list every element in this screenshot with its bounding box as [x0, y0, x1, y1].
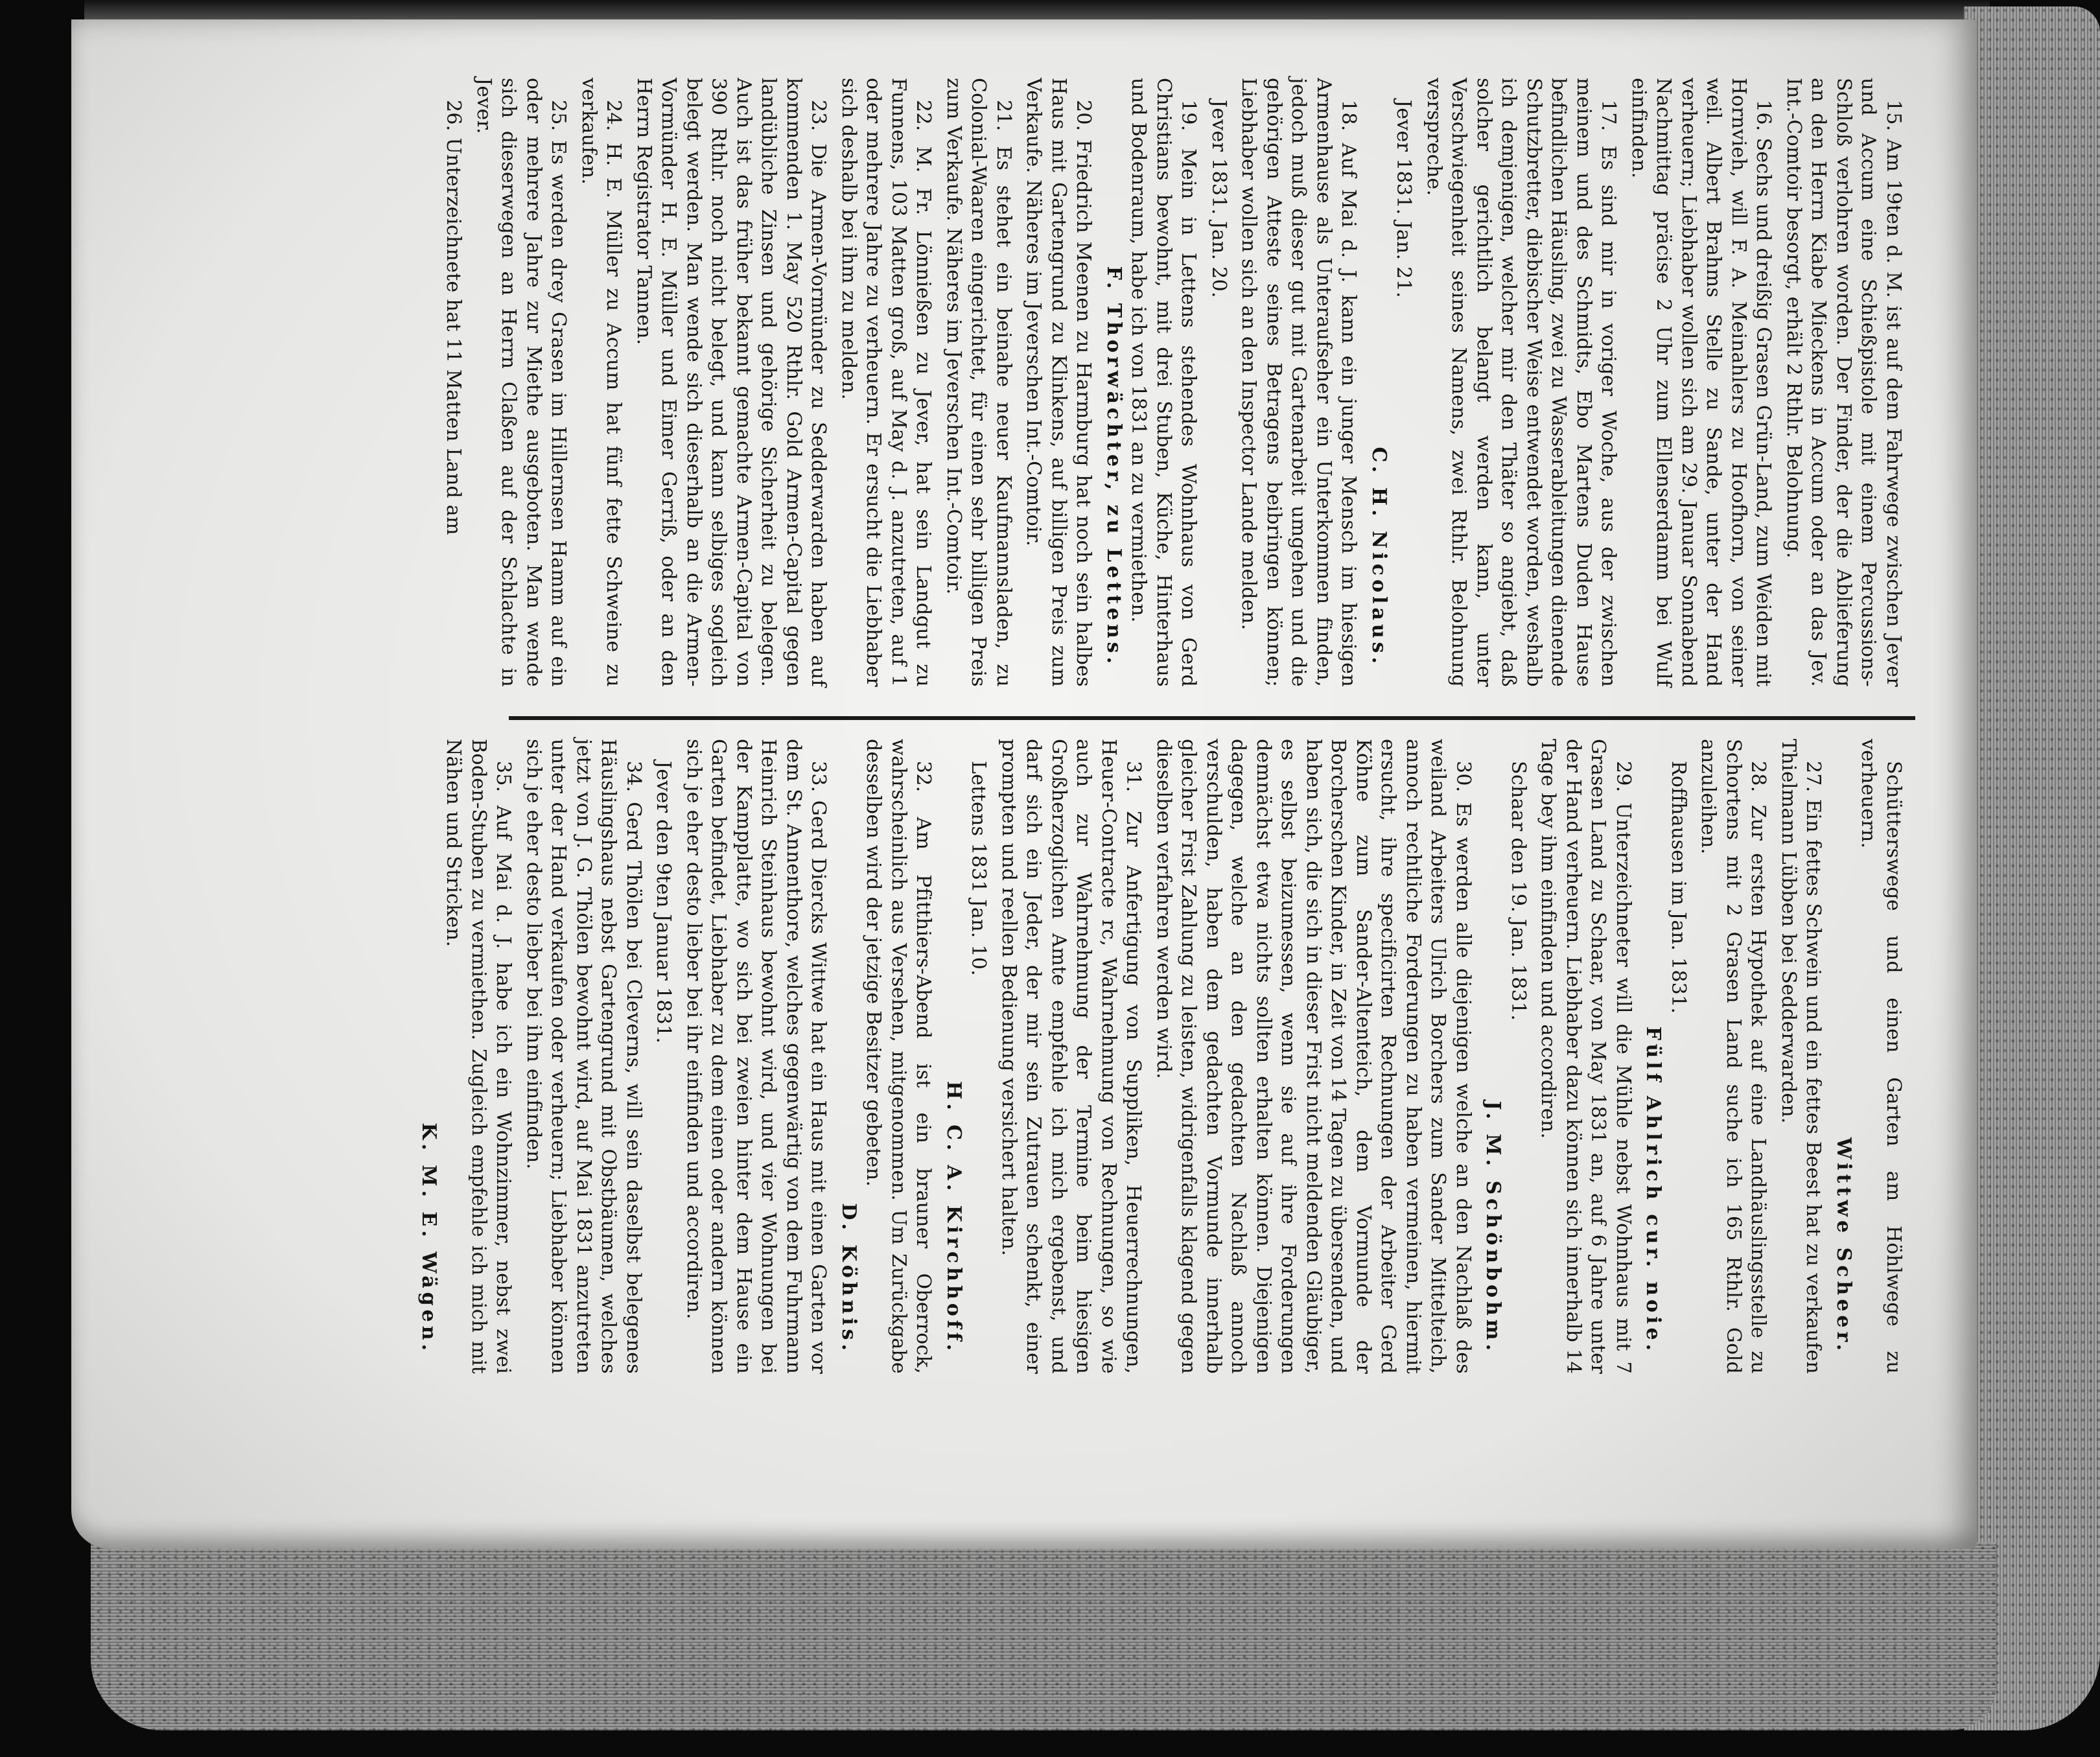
advertisement-text: 22. M. Fr. Lönnießen zu Jever, hat sein Landgut zu Funnens, 103 Matten groß, auf May d. J. anzutreten, auf 1 oder mehrere Jahre zu verheuern. Er ersucht die Liebhaber sich deshalb bei ihm zu melden.	[837, 78, 935, 687]
advertisement-text: 18. Auf Mai d. J. kann ein junger Mensch im hiesigen Armenhause als Unteraufseher ein Unterkommen finden, jedoch muß dieser gut mit Gartenarbeit umgehen und die gehörigen Atteste seines Betragens beibringen können; Liebhaber wollen sich an den Inspector Lande melden.	[1237, 78, 1360, 687]
advertisement-text: 26. Unterzeichnete hat 11 Matten Land am	[442, 100, 465, 535]
advertisement-signature: K. M. E. Wägen.	[417, 1123, 440, 1355]
advertisement-text: 33. Gerd Diercks Wittwe hat ein Haus mit einen Garten vor dem St. Annenthore, welches gegenwärtig von dem Fuhrmann Heinrich Steinhaus bewohnt wird, und vier Wohnungen bei der Kampplatte, wo sich bei zweien hinter dem Hause ein Garten befindet, Liebhaber zu dem einen oder andern können sich je eher desto lieber bei ihr einfinden und accordiren.	[682, 739, 830, 1374]
page-block-bottom-edge	[91, 1542, 1996, 1730]
advertisement	[941, 739, 991, 1374]
advertisement-signature: J. M. Schönbohm.	[1482, 1100, 1505, 1355]
advertisement-text: Lettens 1831 Jan. 10.	[967, 761, 990, 976]
advertisement-signature: F. Thorwächter, zu Lettens.	[1102, 266, 1125, 668]
advertisement	[1101, 78, 1201, 687]
advertisement-text: 31. Zur Anfertigung von Suppliken, Heuerrechnungen, Heuer-Contracte rc, Wahrnehmung von Rechnungen, so wie auch zur Wahrnehmung der Termine beim hiesigen Großherzoglichen Amte empfehle ich mich ergebenst, und darf sich ein Jeder, der mir sein Zutrauen schenkt, einer prompten und reellen Bedienung versichert halten.	[998, 739, 1145, 1374]
right-column	[411, 739, 1906, 1374]
advertisement	[1151, 739, 1476, 1374]
advertisement-signature: H. C. A. Kirchhoff.	[942, 1081, 965, 1355]
advertisement	[1206, 78, 1231, 687]
advertisement	[576, 78, 626, 687]
advertisement	[521, 739, 646, 1374]
advertisement-signature: C. H. Nicolaus.	[1368, 447, 1390, 668]
advertisement-text: Jever 1831. Jan. 21.	[1392, 100, 1416, 298]
advertisement	[1480, 739, 1530, 1374]
advertisement	[631, 78, 831, 687]
advertisement	[1640, 739, 1690, 1374]
advertisement-signature: D. Köhnis.	[837, 1203, 860, 1355]
advertisement	[1696, 739, 1771, 1374]
advertisement-text: 29. Unterzeichneter will die Mühle nebst Wohnhaus mit 7 Grasen Land zu Schaar, von May 1831 an, auf 6 Jahre unter der Hand verheuern. Liebhaber dazu können sich innerhalb 14 Tage bey ihm einfinden und accordiren.	[1537, 739, 1635, 1374]
advertisement-signature: Wittwe Scheer.	[1832, 1137, 1855, 1355]
advertisement	[1421, 78, 1621, 687]
advertisement-text: 28. Zur ersten Hypothek auf eine Landhäuslingsstelle zu Schortens mit 2 Grasen Land suche ich 165 Rthlr. Gold anzuleihen.	[1697, 739, 1770, 1374]
advertisement	[1021, 78, 1096, 687]
advertisement-text: 15. Am 19ten d. M. ist auf dem Fahrwege zwischen Jever und Accum eine Schießpistole mit einem Percussions-Schloß verlohren worden. Der Finder, der die Ablieferung an den Herrn Kiabe Mieckens in Accum oder an das Jev. Int.-Comtoir besorgt, erhält 2 Rthlr. Belohnung.	[1782, 78, 1905, 687]
advertisement-signature: Fülf Ahlrich cur. noie.	[1642, 1026, 1665, 1355]
advertisement	[996, 739, 1146, 1374]
advertisement-text: 24. H. E. Müller zu Accum hat fünf fette Schweine zu verkaufen.	[578, 78, 625, 687]
advertisement	[1776, 739, 1826, 1374]
advertisement-text: 21. Es stehet ein beinahe neuer Kaufmannsladen, zu Colonial-Waaren eingerichtet, für einen sehr billigen Preis zum Verkaufe. Näheres im Jeverschen Int.-Comtoir.	[942, 78, 1015, 687]
advertisement-text: Roffhausen im Jan. 1831.	[1667, 761, 1690, 1014]
advertisement	[416, 739, 516, 1374]
advertisement-text: 35. Auf Mai d. J. habe ich ein Wohnzimmer, nebst zwei Boden-Stuben zu vermiethen. Zugleich empfehle ich mich mit Nähen und Stricken.	[442, 739, 515, 1374]
advertisement	[441, 78, 466, 687]
column-rule	[509, 716, 1915, 720]
advertisement	[1236, 78, 1361, 687]
rotated-page-content	[71, 19, 1977, 1549]
advertisement	[1781, 78, 1906, 687]
advertisement-text: 30. Es werden alle diejenigen welche an den Nachlaß des weiland Arbeiters Ulrich Borchers zum Sander Mittelteich, annoch rechtliche Forderungen zu haben vermeinen, hiermit ersucht, ihre specificirten Rechnungen der Arbeiter Gerd Köhne zum Sander-Altenteich, dem Vormunde der Borcherschen Kinder, in Zeit von 14 Tagen zu übersenden, und haben sich, die sich in dieser Frist nicht meldenden Gläubiger, es selbst beizumessen, wenn sie auf ihre Forderungen demnächst etwa nichts sollten erhalten können. Diejenigen dagegen, welche an den gedachten Nachlaß annoch verschulden, haben dem gedachten Vormunde innerhalb gleicher Frist Zahlung zu leisten, widrigenfalls klagend gegen dieselben verfahren werden wird.	[1152, 739, 1475, 1374]
advertisement-text: 20. Friedrich Meenen zu Harmburg hat noch sein halbes Haus mit Gartengrund zu Klinkens, auf billigen Preis zum Verkaufe. Näheres im Jeverschen Int.-Comtoir.	[1022, 78, 1095, 687]
advertisement-text: Schütterswege und einen Garten am Höhlwege zu verheuern.	[1857, 739, 1905, 1374]
advertisement	[651, 739, 676, 1374]
advertisement	[1535, 739, 1635, 1374]
advertisement-text: 16. Sechs und dreißig Grasen Grün-Land, zum Weiden mit Hornvieh, will F. A. Meinahlers zu Hoofhorn, von seiner weil. Albert Brahms Stelle zu Sande, unter der Hand verheuern; Liebhaber wollen sich am 29. Januar Sonnabend Nachmittag präcise 2 Uhr zum Ellenserdamm bei Wulf einfinden.	[1628, 78, 1775, 687]
advertisement	[1626, 78, 1776, 687]
advertisement	[1366, 78, 1416, 687]
advertisement-text: 32. Am Pfitthiers-Abend ist ein brauner Oberrock, wahrscheinlich aus Versehen, mitgenommen. Um Zurückgabe desselben wird der jetzige Besitzer gebeten.	[862, 739, 935, 1374]
advertisement	[681, 739, 831, 1374]
advertisement-text: 17. Es sind mir in voriger Woche, aus der zwischen meinem und des Schmidts, Ebo Martens Duden Hause befindlichen Häusling, zwei zu Wasserableitungen dienende Schutzbretter, diebischer Weise entwendet worden, weshalb ich demjenigen, welcher mir den Thäter so angiebt, daß solcher gerichtlich belangt werden kann, unter Verschwiegenheit seines Namens, zwei Rthlr. Belohnung verspreche.	[1423, 78, 1620, 687]
advertisement	[1831, 739, 1906, 1374]
advertisement-text: 19. Mein in Lettens stehendes Wohnhaus von Gerd Christians bewohnt, mit drei Stuben, Küche, Hinterhaus und Bodenraum, habe ich von 1831 an zu vermiethen.	[1127, 78, 1200, 687]
advertisement-text: Jever den 9ten Januar 1831.	[652, 761, 675, 1044]
advertisement-text: 27. Ein fettes Schwein und ein fettes Beest hat zu verkaufen Thielmann Lübben bei Sedderwarden.	[1777, 739, 1825, 1374]
advertisement-text: 34. Gerd Thölen bei Cleverns, will sein daselbst belegenes Häuslingshaus nebst Gartengrund mit Obstbäumen, welches jetzt von J. G. Thölen bewohnt wird, auf Mai 1831 anzutreten unter der Hand verkaufen oder verheuern; Liebhaber können sich je eher desto lieber bei ihm einfinden.	[522, 739, 645, 1374]
printed-page	[71, 19, 1977, 1549]
advertisement-text: 23. Die Armen-Vormünder zu Sedderwarden haben auf kommenden 1. May 520 Rthlr. Gold Armen-Capital gegen landübliche Zinsen und gehörige Sicherheit zu belegen. Auch ist das früher bekannt gemachte Armen-Capital von 390 Rthlr. noch nicht belegt, und kann selbiges sogleich belegt werden. Man wende sich dieserhalb an die Armen-Vormünder H. E. Müller und Eimer Gerriß, oder an den Herrn Registrator Tannen.	[633, 78, 830, 687]
advertisement-text: Jever 1831. Jan. 20.	[1208, 100, 1230, 298]
advertisement-text: Schaar den 19. Jan. 1831.	[1507, 761, 1530, 1021]
advertisement	[836, 78, 936, 687]
advertisement	[471, 78, 571, 687]
page-block-right-edge	[1964, 6, 2100, 1730]
advertisement	[836, 739, 936, 1374]
advertisement-text: 25. Es werden drey Grasen im Hillernsen Hamm auf ein oder mehrere Jahre zur Miethe ausgeboten. Man wende sich dieserwegen an Herrn Claßen auf der Schlachte in Jever.	[472, 78, 570, 687]
advertisement	[941, 78, 1016, 687]
left-column	[436, 78, 1906, 687]
